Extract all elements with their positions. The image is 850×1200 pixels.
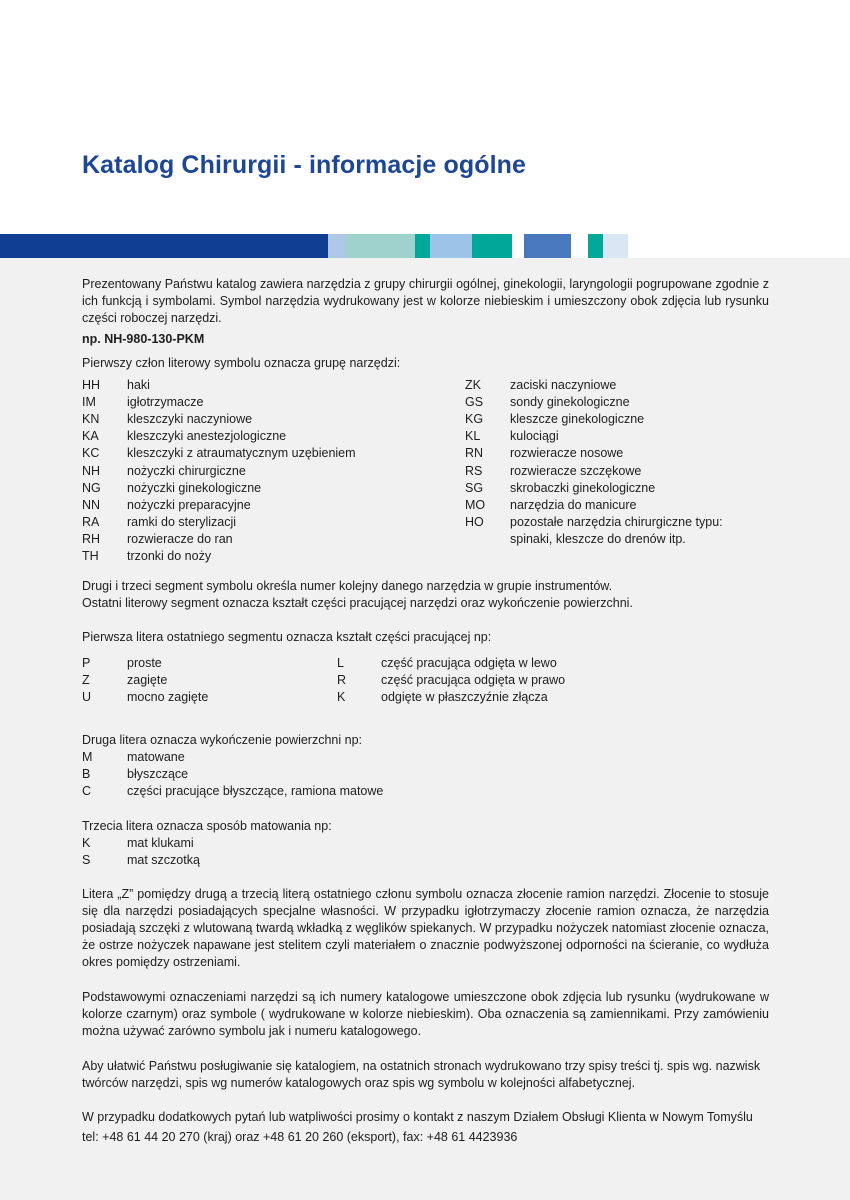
list-description: rozwieracze szczękowe xyxy=(510,463,642,478)
stripe-segment xyxy=(603,234,628,258)
list-description: kulociągi xyxy=(510,429,559,444)
list-code: KC xyxy=(82,446,100,461)
list-code: TH xyxy=(82,549,99,563)
list-description: nożyczki chirurgiczne xyxy=(127,463,246,478)
contact-line-2: tel: +48 61 44 20 270 (kraj) oraz +48 61 20 260 (eksport), fax: +48 61 4423936 xyxy=(82,1130,518,1144)
list-code: K xyxy=(337,690,346,705)
list-code: SG xyxy=(465,480,484,495)
list-code: HH xyxy=(82,378,101,392)
stripe-segment xyxy=(588,234,603,258)
list-description: zaciski naczyniowe xyxy=(510,378,617,392)
list-code: M xyxy=(82,750,93,764)
list-description: matowane xyxy=(127,750,185,764)
list-description: spinaki, kleszcze do drenów itp. xyxy=(510,531,686,546)
list-code: L xyxy=(337,656,344,670)
example-symbol: np. NH-980-130-PKM xyxy=(82,332,205,346)
list-code: U xyxy=(82,690,92,705)
list-code: RN xyxy=(465,446,484,461)
color-stripe xyxy=(0,234,850,258)
list-description: kleszczyki z atraumatycznym uzębieniem xyxy=(127,446,356,461)
list-code: NN xyxy=(82,497,101,512)
list-description: kleszczyki anestezjologiczne xyxy=(127,429,287,444)
list-description: części pracujące błyszczące, ramiona matowe xyxy=(127,784,384,799)
stripe-segment xyxy=(328,234,346,258)
list-code: C xyxy=(82,784,92,799)
list-code: NG xyxy=(82,480,101,495)
list-description: trzonki do noży xyxy=(127,549,212,563)
list-description: odgięte w płaszczyźnie złącza xyxy=(381,690,548,705)
list-description: część pracująca odgięta w lewo xyxy=(381,656,557,670)
contact-line-1: W przypadku dodatkowych pytań lub watpliwości prosimy o kontakt z naszym Działem Obsługi Klienta w Nowym Tomyślu xyxy=(82,1110,753,1124)
list-description: błyszczące xyxy=(127,767,189,782)
list-description: proste xyxy=(127,656,162,670)
segments-line-1: Drugi i trzeci segment symbolu określa numer kolejny danego narzędzia w grupie instrumentów. xyxy=(82,579,613,593)
stripe-segment xyxy=(430,234,472,258)
list-code: R xyxy=(337,673,347,688)
list-code: Z xyxy=(82,673,90,688)
stripe-segment xyxy=(0,234,328,258)
list-description: nożyczki ginekologiczne xyxy=(127,480,262,495)
list-description: pozostałe narzędzia chirurgiczne typu: xyxy=(510,514,723,529)
indexes-paragraph: Aby ułatwić Państwu posługiwanie się katalogiem, na ostatnich stronach wydrukowano trzy spisy treści tj. spis wg. nazwisk twórców narzędzi, spis wg numerów katalogowych oraz spis wg symbolu w kolejności alfabetycznej. xyxy=(82,1059,761,1090)
list-code: IM xyxy=(82,395,96,410)
list-code: RA xyxy=(82,514,100,529)
list-description: kleszczyki naczyniowe xyxy=(127,412,253,427)
list-code: ZK xyxy=(465,378,481,392)
list-description: zagięte xyxy=(127,673,168,688)
stripe-segment xyxy=(524,234,571,258)
list-code: GS xyxy=(465,395,484,410)
list-code: B xyxy=(82,767,91,782)
matte-intro: Trzecia litera oznacza sposób matowania np: xyxy=(82,819,332,833)
list-description: skrobaczki ginekologiczne xyxy=(510,480,656,495)
list-code: S xyxy=(82,853,91,868)
basic-marks-paragraph: Podstawowymi oznaczeniami narzędzi są ich numery katalogowe umieszczone obok zdjęcia lub rysunku (wydrukowane w kolorze czarnym) oraz symbole ( wydrukowane w kolorze niebieskim). Oba oznaczenia są zamiennikami. Przy zamówieniu można używać zarówno symbolu jak i numeru katalogowego. xyxy=(82,990,769,1038)
list-description: mat klukami xyxy=(127,836,194,850)
segments-line-2: Ostatni literowy segment oznacza kształt części pracującej narzędzi oraz wykończenie powierzchni. xyxy=(82,596,633,610)
list-description: ramki do sterylizacji xyxy=(127,514,237,529)
intro-paragraph: Prezentowany Państwu katalog zawiera narzędzia z grupy chirurgii ogólnej, ginekologii, laryngologii pogrupowane zgodnie z ich funkcją i symbolami. Symbol narzędzia wydrukowany jest w kolorze niebieskim i umieszczony obok zdjęcia lub rysunku części roboczej narzędzi. xyxy=(82,277,769,325)
stripe-segment xyxy=(346,234,415,258)
list-code: RS xyxy=(465,463,483,478)
list-description: rozwieracze do ran xyxy=(127,531,233,546)
list-description: nożyczki preparacyjne xyxy=(127,497,251,512)
list-code: KN xyxy=(82,412,100,427)
list-description: igłotrzymacze xyxy=(127,395,204,410)
list-code: KL xyxy=(465,429,481,444)
list-code: HO xyxy=(465,514,484,529)
list-code: NH xyxy=(82,463,101,478)
page-title: Katalog Chirurgii - informacje ogólne xyxy=(82,151,527,179)
list-code: MO xyxy=(465,497,486,512)
finish-intro: Druga litera oznacza wykończenie powierzchni np: xyxy=(82,733,363,747)
list-code: RH xyxy=(82,531,101,546)
list-description: kleszcze ginekologiczne xyxy=(510,412,645,427)
gilding-paragraph: Litera „Z” pomiędzy drugą a trzecią literą ostatniego członu symbolu oznacza złocenie ramion narzędzi. Złocenie to stosuje się dla narzędzi posiadających specjalne własności. W przypadku igłotrzymaczy złocenie ramion oznacza, że narzędzia posiadają szczęki z wlutowaną twardą wkładką z węglików spiekanych. W przypadku nożyczek natomiast złocenie oznacza, że ostrze nożyczek napawane jest stelitem czyli materiałem o znacznie podwyższonej odporności na ścieranie, co wydłuża okres pomiędzy ostrzeniami. xyxy=(82,887,769,969)
list-description: mocno zagięte xyxy=(127,690,209,705)
list-description: część pracująca odgięta w prawo xyxy=(381,673,566,688)
list-code: KG xyxy=(465,412,484,427)
stripe-segment xyxy=(415,234,430,258)
groups-intro: Pierwszy człon literowy symbolu oznacza grupę narzędzi: xyxy=(82,356,401,370)
list-description: sondy ginekologiczne xyxy=(510,395,630,410)
list-description: narzędzia do manicure xyxy=(510,497,637,512)
list-code: KA xyxy=(82,429,99,444)
list-description: rozwieracze nosowe xyxy=(510,446,624,461)
list-code: P xyxy=(82,656,91,670)
stripe-segment xyxy=(472,234,512,258)
page-header xyxy=(0,0,850,234)
list-description: mat szczotką xyxy=(127,853,200,868)
shape-intro: Pierwsza litera ostatniego segmentu oznacza kształt części pracującej np: xyxy=(82,630,492,644)
list-code: K xyxy=(82,836,91,850)
list-description: haki xyxy=(127,378,150,392)
